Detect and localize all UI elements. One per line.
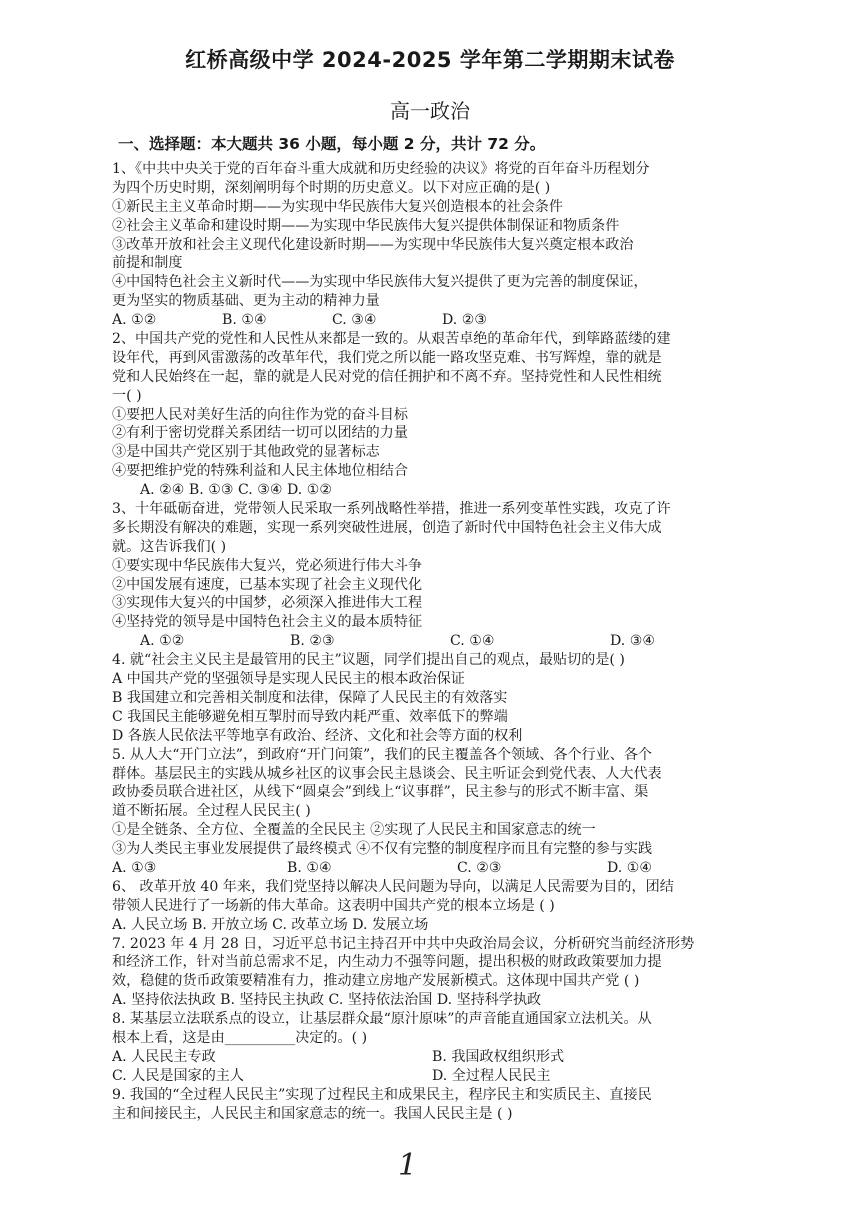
option-d: D. ②③	[442, 312, 488, 329]
questions-body	[112, 160, 752, 1123]
question-line: 4. 就“社会主义民主是最管用的民主”议题，同学们提出自己的观点，最贴切的是( )	[112, 652, 625, 669]
question-line: ③是中国共产党区别于其他政党的显著标志	[112, 444, 380, 461]
question-line: 1、《中共中央关于党的百年奋斗重大成就和历史经验的决议》将党的百年奋斗历程划分	[112, 161, 650, 177]
question-line: 3、十年砥砺奋进，党带领人民采取一系列战略性举措，推进一系列变革性实践，攻克了许	[112, 501, 671, 518]
answer-options	[112, 859, 752, 878]
question-line: 政协委员联合进社区，从线下“圆桌会”到线上“议事群”，民主参与的形式不断丰富、渠	[112, 784, 649, 801]
option-d: D. ①④	[607, 859, 653, 876]
question-2	[112, 330, 752, 500]
question-line: ④要把维护党的特殊利益和人民主体地位相结合	[112, 463, 408, 480]
question-line: 9. 我国的“全过程人民民主”实现了过程民主和成果民主，程序民主和实质民主、直接民	[112, 1086, 652, 1103]
page-number: 1	[398, 1148, 418, 1183]
question-line: 群体。基层民主的实践从城乡社区的议事会民主恳谈会、民主听证会到党代表、人大代表	[112, 765, 662, 782]
question-line: ④中国特色社会主义新时代——为实现中华民族伟大复兴提供了更为完善的制度保证，	[112, 274, 648, 291]
question-line: B 我国建立和完善相关制度和法律，保障了人民民主的有效落实	[112, 689, 508, 706]
answer-options	[112, 1048, 752, 1067]
question-line: ②中国发展有速度，已基本实现了社会主义现代化	[112, 576, 423, 593]
option-c: C. 人民是国家的主人	[112, 1067, 244, 1084]
question-line: 和经济工作，针对当前总需求不足，内生动力不强等问题，提出积极的财政政策要加力提	[112, 954, 662, 971]
question-line: 带领人民进行了一场新的伟大革命。这表明中国共产党的根本立场是 ( )	[112, 897, 555, 914]
question-line: 前提和制度	[112, 255, 183, 272]
question-line: ①新民主主义革命时期——为实现中华民族伟大复兴创造根本的社会条件	[112, 198, 563, 215]
answer-options: A. ②④ B. ①③ C. ③④ D. ①②	[140, 482, 332, 499]
question-line: 更为坚实的物质基础、更为主动的精神力量	[112, 293, 380, 310]
question-line: 党和人民始终在一起，靠的就是人民对党的信任拥护和不离不弃。坚持党性和人民性相统	[112, 368, 662, 385]
question-line: 6、 改革开放 40 年来，我们党坚持以解决人民问题为导向，以满足人民需要为目的，团结	[112, 878, 674, 895]
question-line: 主和间接民主，人民民主和国家意志的统一。我国人民民主是 ( )	[112, 1105, 513, 1122]
option-a: A. 人民民主专政	[112, 1048, 216, 1065]
question-line: ③改革开放和社会主义现代化建设新时期——为实现中华民族伟大复兴奠定根本政治	[112, 236, 634, 253]
question-line: 设年代，再到风雷激荡的改革年代，我们党之所以能一路攻坚克难、书写辉煌，靠的就是	[112, 349, 662, 366]
question-line: ③为人类民主事业发展提供了最终模式 ④不仅有完整的制度程序而且有完整的参与实践	[112, 841, 653, 858]
option-b: B. 我国政权组织形式	[432, 1048, 565, 1065]
answer-options	[112, 1067, 752, 1086]
question-5	[112, 746, 752, 878]
option-b: B. ②③	[290, 633, 335, 650]
answer-options	[112, 632, 752, 651]
question-line: 5. 从人大“开门立法”，到政府“开门问策”，我们的民主覆盖各个领域、各个行业、各个	[112, 746, 653, 763]
question-8	[112, 1010, 752, 1086]
question-line: 多长期没有解决的难题，实现一系列突破性进展，创造了新时代中国特色社会主义伟大成	[112, 519, 662, 536]
question-1	[112, 160, 752, 330]
question-line: 根本上看，这是由__________决定的。( )	[112, 1029, 368, 1046]
answer-options	[112, 311, 752, 330]
question-line: 就。这告诉我们( )	[112, 538, 227, 555]
option-c: C. ①④	[450, 633, 495, 650]
question-6	[112, 878, 752, 935]
question-line: C 我国民主能够避免相互掣肘而导致内耗严重、效率低下的弊端	[112, 708, 508, 725]
question-line: ①要把人民对美好生活的向往作为党的奋斗目标	[112, 406, 408, 423]
question-line: ②有利于密切党群关系团结一切可以团结的力量	[112, 425, 408, 442]
question-line: ②社会主义革命和建设时期——为实现中华民族伟大复兴提供体制保证和物质条件	[112, 217, 620, 234]
question-line: 7. 2023 年 4 月 28 日，习近平总书记主持召开中共中央政治局会议，分析研究当前经济形势	[112, 935, 695, 952]
question-line: ③实现伟大复兴的中国梦，必须深入推进伟大工程	[112, 595, 423, 612]
option-c: C. ②③	[457, 859, 502, 876]
option-a: A. ①②	[140, 633, 185, 650]
question-line: 道不断拓展。全过程人民民主( )	[112, 803, 311, 820]
option-b: B. ①④	[287, 859, 332, 876]
option-a: A. ①③	[112, 859, 157, 876]
option-a: A. ①②	[112, 312, 157, 329]
option-d: D. ③④	[610, 633, 656, 650]
exam-title: 红桥高级中学 2024-2025 学年第二学期期末试卷	[185, 48, 675, 72]
question-line: A 中国共产党的坚强领导是实现人民民主的根本政治保证	[112, 671, 465, 688]
question-9	[112, 1086, 752, 1124]
question-4	[112, 651, 752, 745]
exam-subject: 高一政治	[390, 99, 470, 123]
question-line: 一( )	[112, 387, 142, 404]
question-line: ①要实现中华民族伟大复兴，党必须进行伟大斗争	[112, 557, 423, 574]
question-line: 效，稳健的货币政策要精准有力，推动建立房地产发展新模式。这体现中国共产党 ( )	[112, 973, 640, 990]
option-c: C. ③④	[332, 312, 377, 329]
question-line: 8. 某基层立法联系点的设立，让基层群众最“原汁原味”的声音能直通国家立法机关。从	[112, 1011, 652, 1028]
question-line: 为四个历史时期，深刻阐明每个时期的历史意义。以下对应正确的是( )	[112, 179, 551, 196]
answer-options: A. 人民立场 B. 开放立场 C. 改革立场 D. 发展立场	[112, 916, 429, 933]
question-7	[112, 935, 752, 1011]
section-heading: 一、选择题：本大题共 36 小题，每小题 2 分，共计 72 分。	[118, 135, 546, 153]
question-line: 2、中国共产党的党性和人民性从来都是一致的。从艰苦卓绝的革命年代，到筚路蓝缕的建	[112, 331, 671, 348]
question-line: D 各族人民依法平等地享有政治、经济、文化和社会等方面的权利	[112, 727, 523, 744]
answer-options: A. 坚持依法执政 B. 坚持民主执政 C. 坚持依法治国 D. 坚持科学执政	[112, 992, 542, 1009]
option-b: B. ①④	[222, 312, 267, 329]
option-d: D. 全过程人民民主	[432, 1067, 551, 1084]
question-3	[112, 500, 752, 651]
question-line: ④坚持党的领导是中国特色社会主义的最本质特征	[112, 614, 423, 631]
question-line: ①是全链条、全方位、全覆盖的全民民主 ②实现了人民民主和国家意志的统一	[112, 822, 596, 839]
